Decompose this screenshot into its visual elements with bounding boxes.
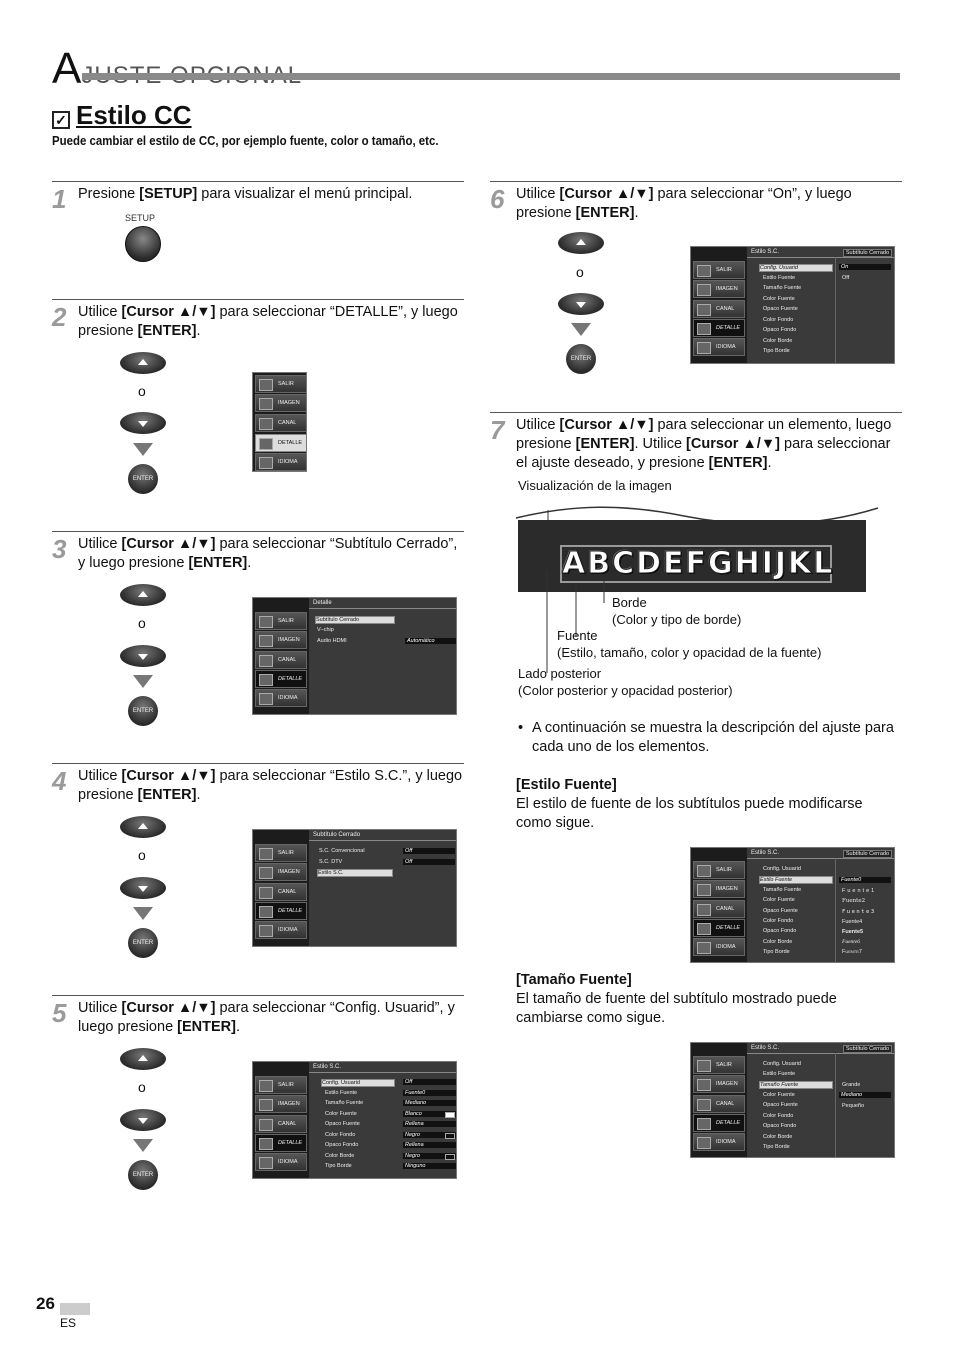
- osd-estilo-sc: [252, 1061, 457, 1179]
- font-option[interactable]: Fuente1: [842, 888, 877, 894]
- osd-panel: [309, 830, 456, 946]
- osd-subtitulo-cerrado: [252, 829, 457, 947]
- osd-row[interactable]: Color Borde: [763, 338, 793, 344]
- color-swatch-black: [445, 1133, 455, 1139]
- osd-divider: [835, 858, 836, 962]
- menu-canal[interactable]: CANAL: [693, 300, 745, 318]
- osd-row[interactable]: Color Fuente: [763, 897, 795, 903]
- page-language: ES: [60, 1316, 77, 1330]
- menu-canal[interactable]: CANAL: [255, 651, 307, 669]
- osd-row[interactable]: Estilo Fuente: [759, 876, 833, 884]
- menu-salir[interactable]: SALIR: [255, 612, 307, 630]
- menu-idioma[interactable]: IDIOMA: [255, 921, 307, 939]
- osd-row[interactable]: Estilo Fuente: [763, 275, 796, 281]
- osd-row[interactable]: Subtítulo Cerrado: [315, 616, 395, 624]
- caption-sample-text: ABCDEFGHIJKL: [562, 546, 835, 581]
- step-6: [490, 181, 902, 241]
- cursor-down-button[interactable]: [120, 1109, 166, 1131]
- cursor-down-button[interactable]: [558, 293, 604, 315]
- osd-value[interactable]: On: [839, 264, 891, 270]
- font-option[interactable]: Fuente5: [842, 929, 864, 935]
- cursor-down-button[interactable]: [120, 877, 166, 899]
- enter-button[interactable]: ENTER: [566, 344, 596, 374]
- osd-value: Mediano: [403, 1100, 457, 1106]
- menu-idioma[interactable]: IDIOMA: [693, 938, 745, 956]
- osd-value: Negro: [403, 1132, 457, 1138]
- osd-divider: [835, 1053, 836, 1157]
- osd-value: Off: [403, 848, 455, 854]
- step-text: Utilice [Cursor ▲/▼] para seleccionar “Estilo S.C.”, y luego presione [ENTER].: [78, 768, 463, 803]
- osd-value[interactable]: Off: [842, 275, 850, 281]
- osd-value: Automático: [405, 638, 457, 644]
- header-rule: [82, 73, 900, 80]
- osd-row[interactable]: Color Fondo: [763, 918, 794, 924]
- font-option[interactable]: Fuente4: [842, 919, 863, 925]
- estilo-fuente-desc: [Estilo Fuente] El estilo de fuente de los subtítulos puede modificarse como sigue.: [516, 777, 863, 831]
- menu-salir[interactable]: SALIR: [255, 1076, 307, 1094]
- osd-row[interactable]: Opaco Fuente: [763, 908, 798, 914]
- menu-idioma[interactable]: IDIOMA: [255, 689, 307, 707]
- osd-title: Detalle: [313, 600, 332, 606]
- or-label: o: [138, 615, 146, 631]
- menu-imagen[interactable]: IMAGEN: [255, 863, 307, 881]
- step-3: [52, 531, 464, 591]
- osd-nav: [253, 598, 309, 714]
- osd-row[interactable]: Tamaño Fuente: [763, 887, 802, 893]
- cursor-up-button[interactable]: [120, 1048, 166, 1070]
- step-text: Utilice [Cursor ▲/▼] para seleccionar un elemento, luego presione [ENTER]. Utilice [Cursor ▲/▼] para seleccionar el ajuste deseado, y presione [ENTER].: [516, 417, 892, 471]
- osd-nav: [691, 1043, 747, 1157]
- arrow-down-icon: [133, 443, 153, 456]
- menu-imagen[interactable]: IMAGEN: [255, 394, 307, 412]
- step-text: Presione [SETUP] para visualizar el menú principal.: [78, 186, 413, 202]
- cursor-up-button[interactable]: [120, 816, 166, 838]
- osd-row[interactable]: Tamaño Fuente: [763, 285, 802, 291]
- osd-row[interactable]: Estilo S.C.: [317, 869, 393, 877]
- osd-title: Estilo S.C.: [313, 1064, 342, 1070]
- osd-row[interactable]: Color Borde: [763, 1134, 793, 1140]
- font-option[interactable]: Fuente2: [842, 898, 866, 904]
- chapter-initial: A: [52, 44, 82, 93]
- osd-row[interactable]: Opaco Fondo: [763, 327, 797, 333]
- osd-value: Off: [403, 859, 455, 865]
- osd-title-bar: [747, 858, 894, 859]
- color-swatch-black: [445, 1154, 455, 1160]
- osd-nav: [691, 848, 747, 962]
- menu-imagen[interactable]: IMAGEN: [255, 631, 307, 649]
- step-text: Utilice [Cursor ▲/▼] para seleccionar “Subtítulo Cerrado”, y luego presione [ENTER].: [78, 536, 458, 571]
- step-number: 6: [490, 184, 505, 214]
- setup-label: SETUP: [125, 213, 156, 223]
- cursor-up-button[interactable]: [558, 232, 604, 254]
- osd-row[interactable]: Opaco Fondo: [763, 1123, 797, 1129]
- osd-value: Fuente0: [403, 1090, 457, 1096]
- tamano-fuente-desc: [Tamaño Fuente] El tamaño de fuente del subtítulo mostrado puede cambiarse como sigue.: [516, 972, 837, 1026]
- cursor-down-button[interactable]: [120, 412, 166, 434]
- osd-row[interactable]: Config. Usuarid: [759, 264, 833, 272]
- osd-row[interactable]: Tipo Borde: [763, 348, 790, 354]
- osd-row[interactable]: Estilo Fuente: [763, 1071, 796, 1077]
- step-1: [52, 181, 464, 291]
- osd-title: Estilo S.C.: [751, 249, 780, 255]
- osd-row[interactable]: Color Fuente: [763, 296, 795, 302]
- menu-detalle[interactable]: DETALLE: [693, 1114, 745, 1132]
- menu-idioma[interactable]: IDIOMA: [255, 453, 307, 471]
- arrow-down-icon: [571, 323, 591, 336]
- menu-canal[interactable]: CANAL: [693, 1095, 745, 1113]
- osd-title-bar: [747, 1053, 894, 1054]
- osd-nav: [253, 1062, 309, 1178]
- step-2: [52, 299, 464, 359]
- osd-nav: [253, 830, 309, 946]
- menu-canal[interactable]: CANAL: [255, 883, 307, 901]
- osd-detalle: [252, 597, 457, 715]
- page-number: 26: [36, 1294, 55, 1313]
- step-number: 5: [52, 998, 67, 1028]
- osd-row[interactable]: Opaco Fondo: [763, 928, 797, 934]
- osd-badge: Subtítulo Cerrado: [843, 249, 892, 257]
- menu-idioma[interactable]: IDIOMA: [255, 1153, 307, 1171]
- menu-salir[interactable]: SALIR: [693, 861, 745, 879]
- menu-salir[interactable]: SALIR: [693, 261, 745, 279]
- menu-idioma[interactable]: IDIOMA: [693, 1133, 745, 1151]
- step-number: 1: [52, 184, 67, 214]
- step-7: [490, 412, 902, 472]
- osd-tamano-fuente: [690, 1042, 895, 1158]
- osd-row[interactable]: Color Fuente: [763, 1092, 795, 1098]
- osd-value: Rellena: [403, 1121, 457, 1127]
- osd-row[interactable]: Tamaño Fuente: [325, 1100, 364, 1106]
- osd-row[interactable]: Color Borde: [763, 939, 793, 945]
- osd-title: Estilo S.C.: [751, 1045, 780, 1051]
- font-option[interactable]: Fuente7: [842, 949, 862, 955]
- step-number: 4: [52, 766, 67, 796]
- color-swatch-white: [445, 1112, 455, 1118]
- enter-button[interactable]: ENTER: [128, 928, 158, 958]
- osd-row[interactable]: Color Borde: [325, 1153, 355, 1159]
- osd-row[interactable]: S.C. DTV: [319, 859, 343, 865]
- section-title: ✓ Estilo CC: [52, 100, 192, 131]
- osd-title-bar: [747, 257, 894, 258]
- diagram-caption-top: Visualización de la imagen: [518, 478, 672, 493]
- osd-row[interactable]: Estilo Fuente: [325, 1090, 358, 1096]
- osd-row[interactable]: S.C. Convencional: [319, 848, 365, 854]
- menu-salir[interactable]: SALIR: [693, 1056, 745, 1074]
- cursor-down-button[interactable]: [120, 645, 166, 667]
- osd-nav: [691, 247, 747, 363]
- font-option[interactable]: Fuente6: [842, 939, 861, 945]
- osd-panel: [747, 1043, 894, 1157]
- osd-row[interactable]: Color Fuente: [325, 1111, 357, 1117]
- osd-nav: [253, 373, 307, 471]
- arrow-down-icon: [133, 907, 153, 920]
- cursor-up-button[interactable]: [120, 352, 166, 374]
- osd-value: Negro: [403, 1153, 457, 1159]
- menu-imagen[interactable]: IMAGEN: [693, 1075, 745, 1093]
- osd-panel: [747, 848, 894, 962]
- osd-value: Blanco: [403, 1111, 457, 1117]
- arrow-down-icon: [133, 1139, 153, 1152]
- menu-detalle[interactable]: DETALLE: [255, 434, 307, 452]
- step-text: Utilice [Cursor ▲/▼] para seleccionar “On”, y luego presione [ENTER].: [516, 186, 852, 221]
- or-label: o: [576, 264, 584, 280]
- osd-title-bar: [309, 608, 456, 609]
- label-borde: Borde (Color y tipo de borde): [612, 595, 742, 627]
- osd-value: Off: [403, 1079, 457, 1085]
- step-text: Utilice [Cursor ▲/▼] para seleccionar “DETALLE”, y luego presione [ENTER].: [78, 304, 458, 339]
- menu-canal[interactable]: CANAL: [255, 1115, 307, 1133]
- osd-row[interactable]: Opaco Fuente: [763, 1102, 798, 1108]
- osd-estilo-fuente: [690, 847, 895, 963]
- enter-button[interactable]: ENTER: [128, 464, 158, 494]
- menu-canal[interactable]: CANAL: [693, 900, 745, 918]
- section-subtitle: Puede cambiar el estilo de CC, por ejemplo fuente, color o tamaño, etc.: [52, 133, 439, 148]
- enter-button[interactable]: ENTER: [128, 696, 158, 726]
- menu-detalle[interactable]: DETALLE: [255, 670, 307, 688]
- osd-title-bar: [309, 840, 456, 841]
- osd-badge: Subtítulo Cerrado: [843, 850, 892, 858]
- step-number: 3: [52, 534, 67, 564]
- osd-row[interactable]: Color Fondo: [763, 1113, 794, 1119]
- or-label: o: [138, 847, 146, 863]
- arrow-down-icon: [133, 675, 153, 688]
- or-label: o: [138, 1079, 146, 1095]
- osd-row[interactable]: Tipo Borde: [763, 1144, 790, 1150]
- menu-idioma[interactable]: IDIOMA: [693, 338, 745, 356]
- menu-imagen[interactable]: IMAGEN: [255, 1095, 307, 1113]
- osd-row[interactable]: Audio HDMI: [317, 638, 347, 644]
- osd-panel: [747, 247, 894, 363]
- menu-salir[interactable]: SALIR: [255, 375, 307, 393]
- menu-salir[interactable]: SALIR: [255, 844, 307, 862]
- osd-row[interactable]: Tamaño Fuente: [759, 1081, 833, 1089]
- osd-row[interactable]: Config. Usuarid: [763, 1061, 801, 1067]
- menu-detalle[interactable]: DETALLE: [255, 1134, 307, 1152]
- osd-title: Estilo S.C.: [751, 850, 780, 856]
- size-option[interactable]: Pequeño: [842, 1103, 865, 1109]
- menu-imagen[interactable]: IMAGEN: [693, 880, 745, 898]
- osd-row[interactable]: V–chip: [317, 627, 334, 633]
- checkbox-icon: ✓: [52, 111, 70, 129]
- osd-panel: [309, 598, 456, 714]
- size-option[interactable]: Grande: [842, 1082, 861, 1088]
- osd-row[interactable]: Tipo Borde: [325, 1163, 352, 1169]
- osd-row[interactable]: Opaco Fuente: [763, 306, 798, 312]
- menu-imagen[interactable]: IMAGEN: [693, 280, 745, 298]
- osd-row[interactable]: Color Fondo: [325, 1132, 356, 1138]
- bullet-icon: •: [518, 720, 524, 736]
- step-5: [52, 995, 464, 1055]
- osd-divider: [835, 257, 836, 363]
- page-number-bar: [60, 1303, 90, 1315]
- step-number: 7: [490, 415, 505, 445]
- osd-badge: Subtítulo Cerrado: [843, 1045, 892, 1053]
- osd-row[interactable]: Opaco Fondo: [325, 1142, 359, 1148]
- size-option[interactable]: Mediano: [839, 1092, 891, 1098]
- step-4: [52, 763, 464, 823]
- or-label: o: [138, 383, 146, 399]
- bullet-note: • A continuación se muestra la descripción del ajuste para cada uno de los elementos.: [518, 720, 894, 755]
- osd-row[interactable]: Config. Usuarid: [321, 1079, 395, 1087]
- label-lado-posterior: Lado posterior (Color posterior y opacidad posterior): [518, 666, 733, 698]
- font-option[interactable]: Fuente0: [839, 877, 891, 883]
- osd-value: Ninguno: [403, 1163, 457, 1169]
- menu-detalle[interactable]: DETALLE: [693, 919, 745, 937]
- osd-title: Subtítulo Cerrado: [313, 832, 361, 838]
- label-fuente: Fuente (Estilo, tamaño, color y opacidad de la fuente): [557, 628, 822, 660]
- menu-detalle[interactable]: DETALLE: [693, 319, 745, 337]
- chapter-header: [52, 44, 302, 94]
- setup-button[interactable]: [125, 226, 161, 262]
- menu-detalle[interactable]: DETALLE: [255, 902, 307, 920]
- osd-estilo-sc-on: [690, 246, 895, 364]
- osd-title-bar: [309, 1072, 456, 1073]
- font-option[interactable]: Fuente3: [842, 909, 876, 915]
- step-text: Utilice [Cursor ▲/▼] para seleccionar “Config. Usuarid”, y luego presione [ENTER].: [78, 1000, 455, 1035]
- osd-row[interactable]: Color Fondo: [763, 317, 794, 323]
- menu-canal[interactable]: CANAL: [255, 414, 307, 432]
- osd-main-menu: [252, 372, 307, 472]
- osd-value: Rellena: [403, 1142, 457, 1148]
- osd-row[interactable]: Tipo Borde: [763, 949, 790, 955]
- osd-row[interactable]: Opaco Fuente: [325, 1121, 360, 1127]
- enter-button[interactable]: ENTER: [128, 1160, 158, 1190]
- cursor-up-button[interactable]: [120, 584, 166, 606]
- osd-row[interactable]: Config. Usuarid: [763, 866, 801, 872]
- step-number: 2: [52, 302, 67, 332]
- osd-panel: [309, 1062, 456, 1178]
